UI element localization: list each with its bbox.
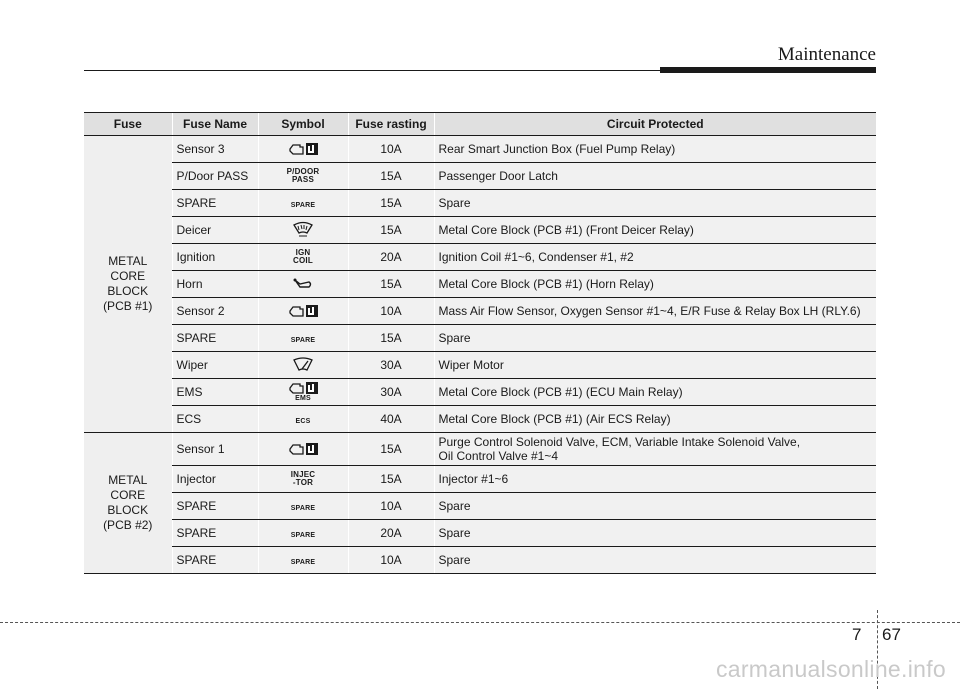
fuse-rating: 15A <box>348 466 434 493</box>
fuse-name: Deicer <box>172 217 258 244</box>
fuse-rating: 30A <box>348 352 434 379</box>
table-row <box>84 190 876 217</box>
circuit-protected: Metal Core Block (PCB #1) (ECU Main Relay) <box>434 379 876 406</box>
deicer-icon <box>258 217 348 244</box>
fuse-name: SPARE <box>172 520 258 547</box>
fuse-symbol-label: INJEC -TOR <box>290 469 316 487</box>
fuse-rating: 20A <box>348 520 434 547</box>
circuit-protected: Spare <box>434 520 876 547</box>
fuse-group-label: METAL CORE BLOCK (PCB #2) <box>84 433 172 574</box>
fuse-name: P/Door PASS <box>172 163 258 190</box>
fuse-symbol-label: SPARE <box>290 337 316 344</box>
fuse-name: Wiper <box>172 352 258 379</box>
fuse-symbol-label: IGN COIL <box>293 247 313 265</box>
engine-sensor-icon <box>258 136 348 163</box>
fuse-name: Ignition <box>172 244 258 271</box>
table-row <box>84 163 876 190</box>
table-row <box>84 271 876 298</box>
fuse-rating: 10A <box>348 136 434 163</box>
table-row <box>84 406 876 433</box>
column-header: Fuse <box>84 113 172 136</box>
section-title: Maintenance <box>777 44 876 65</box>
fuse-rating: 10A <box>348 547 434 574</box>
circuit-protected: Purge Control Solenoid Valve, ECM, Variable Intake Solenoid Valve, Oil Control Valve #1~4 <box>434 433 876 466</box>
circuit-protected: Metal Core Block (PCB #1) (Front Deicer Relay) <box>434 217 876 244</box>
fuse-rating: 40A <box>348 406 434 433</box>
page-number: 67 <box>882 625 901 644</box>
fuse-symbol <box>258 406 348 433</box>
fuse-symbol-label: EMS <box>295 395 311 402</box>
table-row <box>84 352 876 379</box>
fuse-name: Injector <box>172 466 258 493</box>
table-row <box>84 547 876 574</box>
wiper-icon <box>258 352 348 379</box>
fuse-group-label: METAL CORE BLOCK (PCB #1) <box>84 136 172 433</box>
table-row <box>84 379 876 406</box>
engine-sensor-icon <box>258 298 348 325</box>
table-row <box>84 325 876 352</box>
fuse-rating: 15A <box>348 190 434 217</box>
fuse-rating: 15A <box>348 163 434 190</box>
fuse-rating: 30A <box>348 379 434 406</box>
fuse-symbol-label: ECS <box>295 418 311 425</box>
fuse-name: Sensor 3 <box>172 136 258 163</box>
circuit-protected: Wiper Motor <box>434 352 876 379</box>
table-row <box>84 433 876 466</box>
fuse-table-header <box>84 113 876 136</box>
fuse-rating: 15A <box>348 433 434 466</box>
engine-sensor-icon <box>258 433 348 466</box>
column-header: Fuse Name <box>172 113 258 136</box>
fuse-symbol <box>258 466 348 493</box>
fuse-symbol <box>258 325 348 352</box>
fuse-rating: 10A <box>348 493 434 520</box>
fuse-symbol-label: SPARE <box>290 559 316 566</box>
table-row <box>84 520 876 547</box>
fuse-table-body <box>84 136 876 574</box>
table-row <box>84 244 876 271</box>
circuit-protected: Mass Air Flow Sensor, Oxygen Sensor #1~4, E/R Fuse & Relay Box LH (RLY.6) <box>434 298 876 325</box>
fuse-symbol-label: SPARE <box>290 532 316 539</box>
fuse-symbol <box>258 547 348 574</box>
fuse-name: Sensor 1 <box>172 433 258 466</box>
fuse-symbol-label: SPARE <box>290 505 316 512</box>
fuse-symbol <box>258 520 348 547</box>
circuit-protected: Spare <box>434 493 876 520</box>
header-rule <box>84 70 664 71</box>
engine-ems-icon <box>258 379 348 406</box>
fuse-rating: 15A <box>348 271 434 298</box>
circuit-protected: Metal Core Block (PCB #1) (Horn Relay) <box>434 271 876 298</box>
circuit-protected: Metal Core Block (PCB #1) (Air ECS Relay) <box>434 406 876 433</box>
horn-icon <box>258 271 348 298</box>
circuit-protected: Spare <box>434 325 876 352</box>
chapter-number: 7 <box>852 625 862 644</box>
page-divider <box>0 622 960 623</box>
fuse-rating: 15A <box>348 325 434 352</box>
fuse-name: SPARE <box>172 325 258 352</box>
header-rule-bar <box>660 67 876 73</box>
circuit-protected: Injector #1~6 <box>434 466 876 493</box>
fuse-name: EMS <box>172 379 258 406</box>
fuse-name: Horn <box>172 271 258 298</box>
circuit-protected: Spare <box>434 190 876 217</box>
watermark: carmanualsonline.info <box>715 656 946 682</box>
fuse-symbol-label: SPARE <box>290 202 316 209</box>
column-header: Symbol <box>258 113 348 136</box>
fuse-symbol-label: P/DOOR PASS <box>286 166 320 184</box>
fuse-symbol <box>258 244 348 271</box>
fuse-name: SPARE <box>172 190 258 217</box>
circuit-protected: Ignition Coil #1~6, Condenser #1, #2 <box>434 244 876 271</box>
fuse-name: SPARE <box>172 547 258 574</box>
table-row <box>84 466 876 493</box>
fuse-table <box>84 112 876 574</box>
fuse-name: Sensor 2 <box>172 298 258 325</box>
table-row <box>84 298 876 325</box>
fuse-symbol <box>258 493 348 520</box>
circuit-protected: Rear Smart Junction Box (Fuel Pump Relay) <box>434 136 876 163</box>
fuse-symbol <box>258 190 348 217</box>
table-row <box>84 217 876 244</box>
fuse-rating: 15A <box>348 217 434 244</box>
column-header: Fuse rasting <box>348 113 434 136</box>
circuit-protected: Passenger Door Latch <box>434 163 876 190</box>
table-row <box>84 136 876 163</box>
fuse-symbol <box>258 163 348 190</box>
fuse-rating: 10A <box>348 298 434 325</box>
column-header: Circuit Protected <box>434 113 876 136</box>
circuit-protected: Spare <box>434 547 876 574</box>
fuse-name: SPARE <box>172 493 258 520</box>
fuse-rating: 20A <box>348 244 434 271</box>
fuse-name: ECS <box>172 406 258 433</box>
table-row <box>84 493 876 520</box>
